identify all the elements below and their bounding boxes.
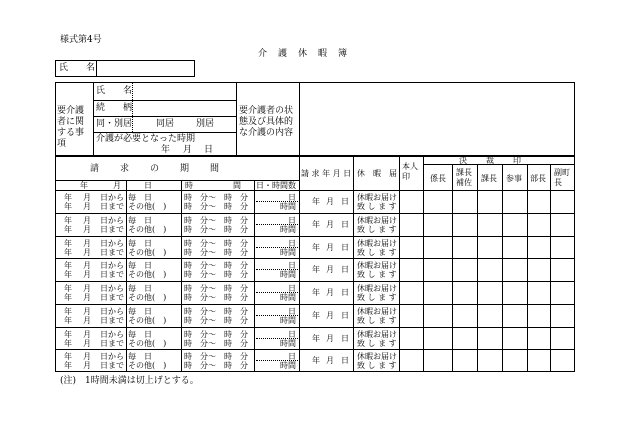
row-approval-seal-cell[interactable] [453,237,477,257]
care-start-day: 日 [204,145,214,155]
row-approval-seal-cell[interactable] [528,350,550,370]
row-self-seal-cell[interactable] [400,214,422,234]
row-month-2: 月 [83,361,91,370]
approver-sanji: 参事 [506,174,522,183]
row-time-1: 時 分～ 時 分 [184,216,248,225]
row-year: 年 [64,261,72,270]
patient-section-label: 要介護者に関する事項 [57,106,85,149]
row-from: 日から [100,261,124,270]
row-approval-seal-cell[interactable] [453,305,477,325]
sub-day: 日 [144,181,152,190]
row-year-2: 年 [64,361,72,370]
row-req-day: 日 [341,265,349,274]
row-approval-seal-cell[interactable] [551,282,574,302]
patient-name-label: 氏 名 [96,86,133,96]
row-to: 日まで [100,316,124,325]
row-to: 日まで [100,361,124,370]
row-other-option: その他( ) [128,248,167,257]
row-approval-seal-cell[interactable] [528,328,550,348]
row-req-year: 年 [312,243,320,252]
row-approval-seal-cell[interactable] [453,259,477,279]
row-other-option: その他( ) [128,316,167,325]
approval-header: 決 裁 印 [459,156,522,165]
row-daily-option: 毎 日 [128,330,152,339]
row-approval-seal-cell[interactable] [503,191,527,211]
row-req-year: 年 [312,220,320,229]
row-req-year: 年 [312,288,320,297]
row-req-year: 年 [312,334,320,343]
row-approval-seal-cell[interactable] [551,328,574,348]
row-req-month: 月 [326,265,334,274]
cohabit-label: 同・別居 [96,119,133,129]
row-year-2: 年 [64,293,72,302]
row-req-month: 月 [326,197,334,206]
row-time-2: 時 分～ 時 分 [184,293,248,302]
row-hour-unit: 時間 [280,225,296,234]
row-leave-text-2: 致 し ま す [357,339,397,348]
row-day-unit: 日 [288,193,296,202]
row-other-option: その他( ) [128,361,167,370]
row-approval-seal-cell[interactable] [551,259,574,279]
row-month-2: 月 [83,225,91,234]
row-leave-text-1: 休暇お届け [357,330,397,339]
approver-kakaricho: 係長 [430,174,446,183]
row-approval-seal-cell[interactable] [551,305,574,325]
condition-label: 要介護者の状態及び具体的な介護の内容 [239,106,294,138]
row-approval-seal-cell[interactable] [528,237,550,257]
row-time-2: 時 分～ 時 分 [184,361,248,370]
row-approval-seal-cell[interactable] [478,305,502,325]
row-req-day: 日 [341,220,349,229]
row-leave-text-2: 致 し ま す [357,361,397,370]
row-month: 月 [83,193,91,202]
row-approval-seal-cell[interactable] [478,350,502,370]
row-approval-seal-cell[interactable] [503,350,527,370]
row-from: 日から [100,216,124,225]
row-leave-text-2: 致 し ま す [357,248,397,257]
row-approval-seal-cell[interactable] [503,328,527,348]
row-to: 日まで [100,225,124,234]
form-title: 介 護 休 暇 簿 [258,49,349,59]
row-leave-text-2: 致 し ま す [357,293,397,302]
row-approval-seal-cell[interactable] [503,237,527,257]
row-time-2: 時 分～ 時 分 [184,270,248,279]
row-approval-seal-cell[interactable] [478,328,502,348]
row-hour-unit: 時間 [280,339,296,348]
row-approval-seal-cell[interactable] [424,214,452,234]
row-self-seal-cell[interactable] [400,259,422,279]
row-hour-unit: 時間 [280,202,296,211]
row-from: 日から [100,284,124,293]
approver-bucho: 部長 [530,174,546,183]
row-daily-option: 毎 日 [128,352,152,361]
row-approval-seal-cell[interactable] [424,259,452,279]
row-daily-option: 毎 日 [128,193,152,202]
care-start-label: 介護が必要となった時期 [96,134,196,144]
row-to: 日まで [100,293,124,302]
approver-kacho: 課長 [481,174,497,183]
row-leave-text-2: 致 し ま す [357,202,397,211]
sub-days-hours: 日・時間数 [256,181,296,190]
row-year: 年 [64,239,72,248]
row-req-day: 日 [341,243,349,252]
row-month: 月 [83,307,91,316]
row-approval-seal-cell[interactable] [528,191,550,211]
row-month: 月 [83,330,91,339]
row-hour-unit: 時間 [280,248,296,257]
care-start-year: 年 [161,145,171,155]
row-year-2: 年 [64,225,72,234]
row-year: 年 [64,352,72,361]
row-approval-seal-cell[interactable] [503,282,527,302]
row-time-2: 時 分～ 時 分 [184,225,248,234]
condition-field[interactable] [302,85,572,153]
row-approval-seal-cell[interactable] [424,350,452,370]
row-approval-seal-cell[interactable] [453,191,477,211]
row-self-seal-cell[interactable] [400,305,422,325]
row-req-month: 月 [326,220,334,229]
row-approval-seal-cell[interactable] [478,237,502,257]
row-time-1: 時 分～ 時 分 [184,261,248,270]
row-leave-text-1: 休暇お届け [357,216,397,225]
request-date-header: 請 求 年 月 日 [301,169,352,178]
row-hour-unit: 時間 [280,316,296,325]
row-approval-seal-cell[interactable] [478,191,502,211]
row-day-unit: 日 [288,216,296,225]
sub-hour: 時 [185,181,193,190]
row-other-option: その他( ) [128,270,167,279]
row-approval-seal-cell[interactable] [503,214,527,234]
row-approval-seal-cell[interactable] [503,259,527,279]
row-daily-option: 毎 日 [128,216,152,225]
row-time-2: 時 分～ 時 分 [184,316,248,325]
row-req-day: 日 [341,334,349,343]
row-approval-seal-cell[interactable] [424,328,452,348]
row-from: 日から [100,307,124,316]
row-month: 月 [83,352,91,361]
cohabit-same-option[interactable]: 同居 [156,119,175,129]
row-other-option: その他( ) [128,293,167,302]
row-req-month: 月 [326,311,334,320]
row-from: 日から [100,352,124,361]
row-req-year: 年 [312,265,320,274]
sub-month: 月 [113,181,121,190]
row-leave-text-2: 致 し ま す [357,316,397,325]
row-to: 日まで [100,248,124,257]
row-approval-seal-cell[interactable] [424,237,452,257]
cohabit-separate-option[interactable]: 別居 [196,119,215,129]
row-year: 年 [64,284,72,293]
row-approval-seal-cell[interactable] [424,305,452,325]
row-year-2: 年 [64,339,72,348]
row-day-unit: 日 [288,239,296,248]
row-req-day: 日 [341,288,349,297]
row-day-unit: 日 [288,307,296,316]
sub-year: 年 [80,181,88,190]
row-month: 月 [83,284,91,293]
row-leave-text-1: 休暇お届け [357,284,397,293]
row-req-month: 月 [326,288,334,297]
row-month-2: 月 [83,316,91,325]
row-leave-text-1: 休暇お届け [357,307,397,316]
row-leave-text-1: 休暇お届け [357,261,397,270]
row-req-day: 日 [341,311,349,320]
row-other-option: その他( ) [128,339,167,348]
row-hour-unit: 時間 [280,293,296,302]
row-time-2: 時 分～ 時 分 [184,339,248,348]
row-req-year: 年 [312,356,320,365]
row-year-2: 年 [64,248,72,257]
row-day-unit: 日 [288,284,296,293]
row-self-seal-cell[interactable] [400,350,422,370]
row-day-unit: 日 [288,352,296,361]
row-year: 年 [64,330,72,339]
row-year-2: 年 [64,202,72,211]
row-approval-seal-cell[interactable] [424,282,452,302]
row-self-seal-cell[interactable] [400,191,422,211]
row-approval-seal-cell[interactable] [424,191,452,211]
row-month-2: 月 [83,248,91,257]
row-from: 日から [100,330,124,339]
row-leave-text-1: 休暇お届け [357,193,397,202]
row-day-unit: 日 [288,261,296,270]
row-year: 年 [64,216,72,225]
row-to: 日まで [100,270,124,279]
row-req-year: 年 [312,311,320,320]
row-approval-seal-cell[interactable] [453,282,477,302]
row-time-1: 時 分～ 時 分 [184,330,248,339]
row-daily-option: 毎 日 [128,307,152,316]
row-approval-seal-cell[interactable] [551,191,574,211]
care-start-month: 月 [183,145,193,155]
row-month-2: 月 [83,270,91,279]
row-leave-text-2: 致 し ま す [357,225,397,234]
row-approval-seal-cell[interactable] [478,259,502,279]
self-seal-header: 本人印 [402,162,418,181]
row-leave-text-2: 致 し ま す [357,270,397,279]
row-approval-seal-cell[interactable] [551,350,574,370]
row-approval-seal-cell[interactable] [503,305,527,325]
row-month-2: 月 [83,293,91,302]
row-approval-seal-cell[interactable] [528,305,550,325]
row-month: 月 [83,239,91,248]
leave-form-header: 休 暇 届 [357,169,397,178]
row-time-1: 時 分～ 時 分 [184,352,248,361]
row-hour-unit: 時間 [280,270,296,279]
row-req-month: 月 [326,356,334,365]
row-month: 月 [83,261,91,270]
period-header: 請 求 の 期 間 [90,164,221,174]
row-self-seal-cell[interactable] [400,328,422,348]
row-month-2: 月 [83,202,91,211]
row-approval-seal-cell[interactable] [551,237,574,257]
row-time-1: 時 分～ 時 分 [184,239,248,248]
row-time-1: 時 分～ 時 分 [184,284,248,293]
row-year: 年 [64,307,72,316]
row-req-day: 日 [341,197,349,206]
row-from: 日から [100,239,124,248]
row-year-2: 年 [64,316,72,325]
row-leave-text-1: 休暇お届け [357,239,397,248]
row-daily-option: 毎 日 [128,284,152,293]
row-other-option: その他( ) [128,225,167,234]
row-approval-seal-cell[interactable] [453,350,477,370]
row-hour-unit: 時間 [280,361,296,370]
row-month-2: 月 [83,339,91,348]
row-to: 日まで [100,202,124,211]
patient-relation-label: 続 柄 [96,103,133,113]
row-self-seal-cell[interactable] [400,282,422,302]
row-to: 日まで [100,339,124,348]
patient-relation-field[interactable] [135,102,234,114]
row-from: 日から [100,193,124,202]
row-approval-seal-cell[interactable] [551,214,574,234]
row-req-day: 日 [341,356,349,365]
row-time-1: 時 分～ 時 分 [184,193,248,202]
row-approval-seal-cell[interactable] [453,328,477,348]
approver-fukucho: 副町長 [554,168,570,187]
row-leave-text-1: 休暇お届け [357,352,397,361]
row-time-2: 時 分～ 時 分 [184,202,248,211]
footnote: (注) 1時間未満は切上げとする。 [60,376,199,386]
row-approval-seal-cell[interactable] [528,259,550,279]
row-year-2: 年 [64,270,72,279]
row-approval-seal-cell[interactable] [528,282,550,302]
row-time-2: 時 分～ 時 分 [184,248,248,257]
sub-minute: 間 [233,181,241,190]
row-approval-seal-cell[interactable] [453,214,477,234]
employee-name-field[interactable] [100,62,190,75]
row-self-seal-cell[interactable] [400,237,422,257]
row-month: 月 [83,216,91,225]
row-req-year: 年 [312,197,320,206]
row-req-month: 月 [326,243,334,252]
row-approval-seal-cell[interactable] [478,282,502,302]
row-time-1: 時 分～ 時 分 [184,307,248,316]
row-approval-seal-cell[interactable] [478,214,502,234]
employee-name-label: 氏 名 [59,63,96,73]
approver-kacho-hosa: 課長補佐 [456,168,472,187]
row-year: 年 [64,193,72,202]
row-req-month: 月 [326,334,334,343]
row-approval-seal-cell[interactable] [528,214,550,234]
row-day-unit: 日 [288,330,296,339]
form-number: 様式第4号 [60,35,102,45]
patient-name-field[interactable] [135,84,234,98]
row-daily-option: 毎 日 [128,239,152,248]
row-other-option: その他( ) [128,202,167,211]
employee-name-divider [96,60,97,77]
row-daily-option: 毎 日 [128,261,152,270]
